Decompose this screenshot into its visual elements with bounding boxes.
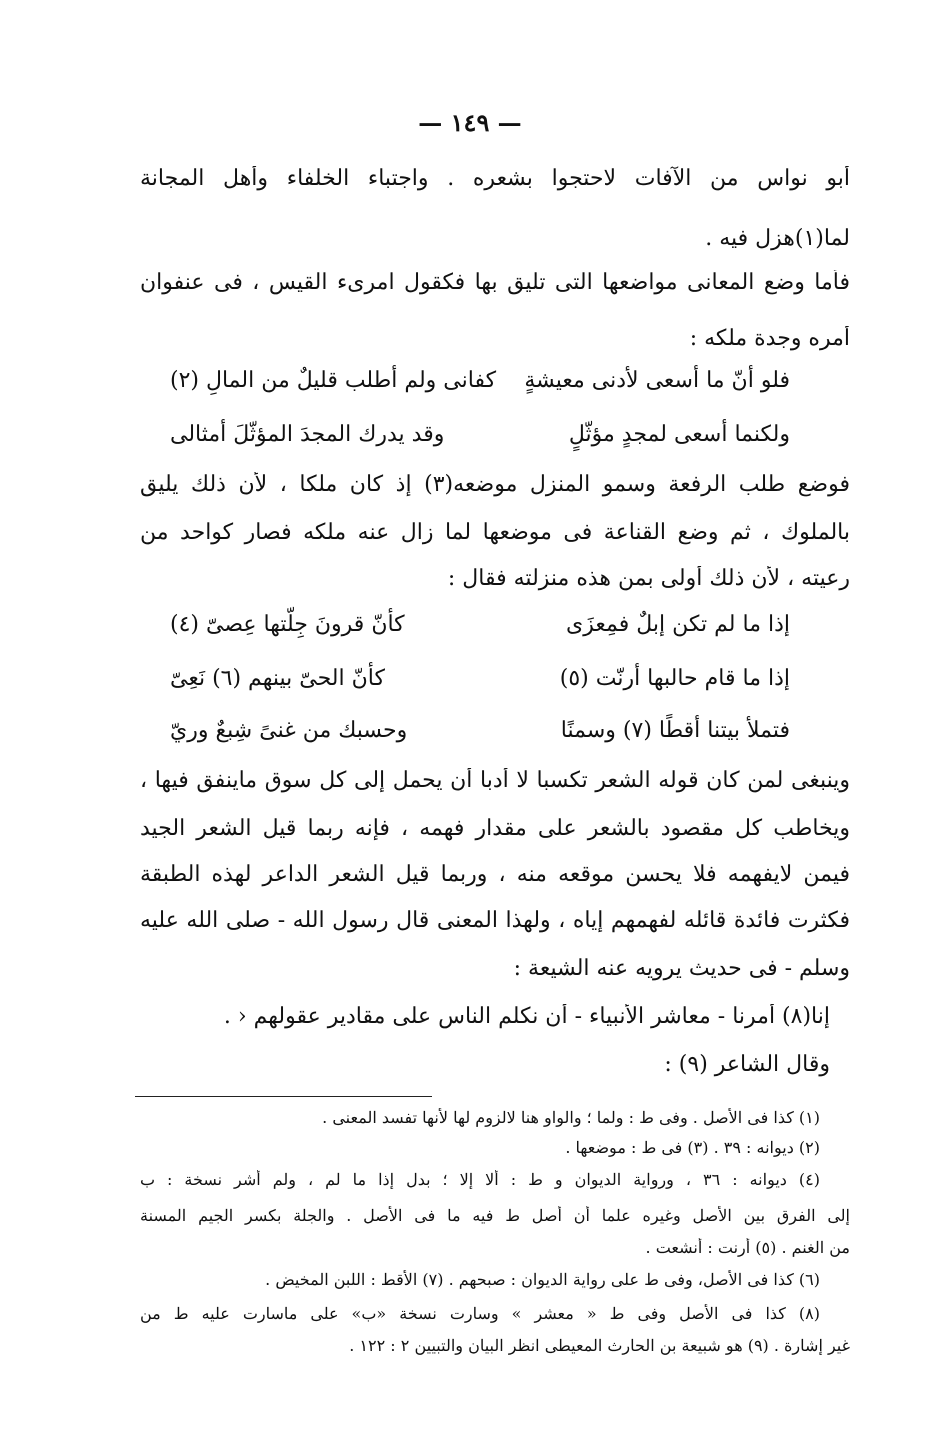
text-line: وسلم - فى حديث يرويه عنه الشيعة : — [513, 956, 850, 981]
text-line: فأما وضع المعانى مواضعها التى تليق بها فكقول امرىء القيس ، فى عنفوان — [140, 270, 850, 295]
text-line: ويخاطب كل مقصود بالشعر على مقدار فهمه ، فإنه ربما قيل الشعر الجيد — [140, 816, 850, 841]
footnote-line: (١) كذا فى الأصل . وفى ط : ولما ؛ والواو هنا لالزوم لها لأنها تفسد المعنى . — [322, 1108, 820, 1127]
text-line: فكثرت فائدة قائله لفهمهم إياه ، ولهذا المعنى قال رسول الله - صلى الله عليه — [140, 908, 850, 933]
verse-second-hemistich: كأنّ الحىّ بينهم (٦) نَعِىّ — [170, 666, 385, 691]
footnote-line: من الغنم . (٥) أرنت : أنشعت . — [645, 1238, 850, 1257]
text-line: فيمن لايفهمه فلا يحسن موقعه منه ، وربما قيل الشعر الداعر لهذه الطبقة — [140, 862, 850, 887]
footnote-line: (٨) كذا فى الأصل وفى ط « معشر » وسارت نسخة «ب» على ماسارت عليه ط من — [140, 1304, 820, 1323]
verse-second-hemistich: وقد يدرك المجدَ المؤثّلَ أمثالى — [170, 422, 445, 447]
text-line: أبو نواس من الآفات لاحتجوا بشعره . واجتباء الخلفاء وأهل المجانة — [140, 166, 850, 191]
verse-line — [140, 666, 850, 706]
verse-first-hemistich: إذا ما قام حالبها أرنّت (٥) — [559, 666, 790, 691]
footnote-separator — [135, 1096, 432, 1097]
poet-intro-line: وقال الشاعر (٩) : — [664, 1052, 830, 1077]
verse-first-hemistich: فتملأ بيتنا أقطًا (٧) وسمنًا — [560, 718, 790, 743]
verse-line — [140, 718, 850, 758]
text-line: بالملوك ، ثم وضع القناعة فى موضعها لما زال عنه ملكه فصار كواحد من — [140, 520, 850, 545]
verse-second-hemistich: كأنّ قرونَ جِلّتها عِصىّ (٤) — [170, 612, 405, 637]
footnote-line: (٦) كذا فى الأصل، وفى ط على رواية الديوان : صبحهم . (٧) الأقط : اللبن المخيض . — [265, 1270, 820, 1289]
text-line: لما(١)هزل فيه . — [705, 226, 850, 251]
text-line: فوضع طلب الرفعة وسمو المنزل موضعه(٣) إذ كان ملكا ، لأن ذلك يليق — [140, 472, 850, 497]
footnote-line: غير إشارة . (٩) هو شبيعة بن الحارث المعيطى انظر البيان والتبيين ٢ : ١٢٢ . — [349, 1336, 850, 1355]
verse-line — [140, 612, 850, 652]
page-number: — ١٤٩ — — [418, 108, 522, 137]
text-line: وينبغى لمن كان قوله الشعر تكسبا لا أدبا أن يحمل إلى كل سوق ماينفق فيها ، — [140, 768, 850, 793]
text-line: رعيته ، لأن ذلك أولى بمن هذه منزلته فقال : — [447, 566, 850, 591]
hadith-line: إنا(٨) أمرنا - معاشر الأنبياء - أن نكلم الناس على مقادير عقولهم ‹ . — [223, 1004, 830, 1029]
verse-line — [140, 368, 850, 408]
verse-first-hemistich: فلو أنّ ما أسعى لأدنى معيشةٍ — [524, 368, 790, 393]
footnote-line: (٤) ديوانه : ٣٦ ، ورواية الديوان و ط : ألا إلا ؛ بدل إذا ما لم ، ولم أشر نسخة : ب — [140, 1170, 820, 1189]
verse-line — [140, 422, 850, 462]
footnote-line: إلى الفرق بين الأصل وغيره علما أن أصل ط فيه ما فى الأصل . والجلة بكسر الجيم المسنة — [140, 1206, 850, 1225]
verse-second-hemistich: وحسبك من غنىً شِبعٌ وريّ — [170, 718, 408, 743]
verse-first-hemistich: إذا ما لم تكن إبلٌ فمِعزَى — [566, 612, 790, 637]
verse-first-hemistich: ولكنما أسعى لمجدٍ مؤثّلٍ — [568, 422, 790, 447]
text-line: أمره وجدة ملكه : — [689, 326, 850, 351]
footnote-line: (٢) ديوانه : ٣٩ . (٣) فى ط : موضعها . — [565, 1138, 820, 1157]
verse-second-hemistich: كفانى ولم أطلب قليلٌ من المالِ (٢) — [170, 368, 497, 393]
